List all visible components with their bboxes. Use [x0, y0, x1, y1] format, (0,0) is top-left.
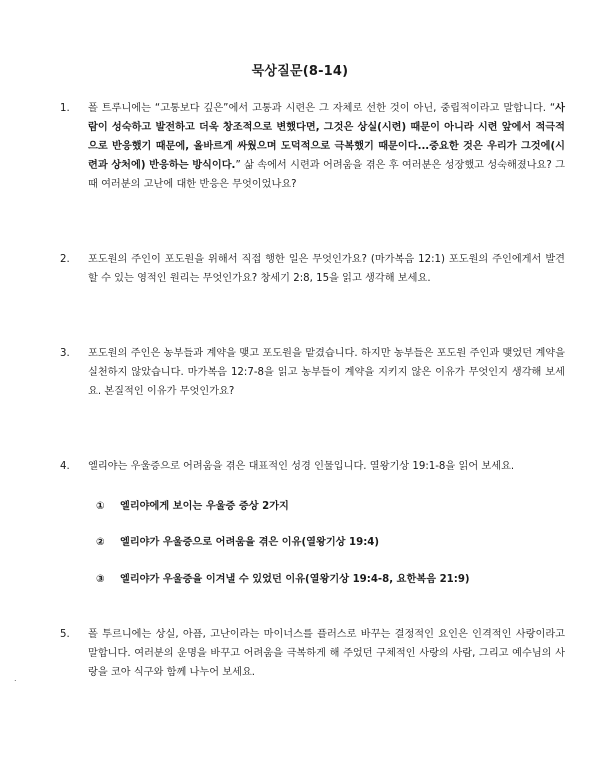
question-1	[60, 99, 565, 194]
subitem-marker: ②	[96, 537, 105, 548]
question-text: 포도원의 주인은 농부들과 계약을 맺고 포도원을 맡겼습니다. 하지만 농부들은 포도원 주인과 맺었던 계약을 실천하지 않았습니다. 마가복음 12:7-8을 읽고 농부들이 계약을 지키지 않은 이유가 무엇인지 생각해 보세요. 본질적인 이유가 무엇인가요?	[88, 348, 565, 397]
question-number: 1.	[60, 103, 70, 114]
subitem-text: 엘리야가 우울증을 이겨낼 수 있었던 이유(열왕기상 19:4-8, 요한복음 21:9)	[120, 574, 470, 585]
question-text: 폴 투르니에는 상실, 아픔, 고난이라는 마이너스를 플러스로 바꾸는 결정적인 요인은 인격적인 사랑이라고 말합니다. 여러분의 운명을 바꾸고 어려움을 극복하게 해 주었던 구체적인 사랑의 사람, 그리고 예수님의 사랑을 코아 식구와 함께 나누어 보세요.	[88, 629, 565, 678]
page-title: 묵상질문(8-14)	[251, 64, 349, 79]
question-number: 3.	[60, 348, 70, 359]
question-5	[60, 625, 565, 682]
subitem-2	[96, 533, 379, 548]
subitem-text: 엘리야에게 보이는 우울증 증상 2가지	[120, 501, 289, 512]
question-text-intro: 폴 트루니에는 “고통보다 깊은”에서 고통과 시련은 그 자체로 선한 것이 아닌, 중립적이라고 말합니다. “	[88, 103, 556, 114]
subitem-marker: ①	[96, 501, 105, 512]
question-4	[60, 457, 565, 476]
subitem-1	[96, 497, 289, 512]
stray-mark: .	[14, 674, 17, 683]
question-number: 4.	[60, 461, 70, 472]
subitem-marker: ③	[96, 574, 105, 585]
question-number: 2.	[60, 254, 70, 265]
question-2	[60, 250, 565, 288]
subitem-text: 엘리야가 우울증으로 어려움을 겪은 이유(열왕기상 19:4)	[120, 537, 380, 548]
question-text: 엘리야는 우울증으로 어려움을 겪은 대표적인 성경 인물입니다. 열왕기상 19:1-8을 읽어 보세요.	[88, 461, 515, 472]
question-number: 5.	[60, 629, 70, 640]
bold-quote: 사람이 성숙하고 발전하고 더욱 창조적으로 변했다면, 그것은 상실(시련) 때문이 아니라 시련 앞에서 적극적으로 반응했기 때문에, 올바르게 싸웠으며 도덕적으로 극복했기 때문이다...중요한 것은 우리가 그것에(시련과 상처에) 반응하는 방식이다.	[88, 103, 565, 171]
question-text-prompt: ” 삶 속에서 시련과 어려움을 겪은 후 여러분은 성장했고 성숙해졌나요? 그때 여러분의 고난에 대한 반응은 무엇이었나요?	[88, 160, 565, 190]
question-text	[88, 99, 565, 194]
question-text: 포도원의 주인이 포도원을 위해서 직접 행한 일은 무엇인가요? (마가복음 12:1) 포도원의 주인에게서 발견할 수 있는 영적인 원리는 무엇인가요? 창세기 2:8, 15을 읽고 생각해 보세요.	[88, 254, 565, 284]
question-3	[60, 344, 565, 401]
subitem-3	[96, 570, 470, 585]
